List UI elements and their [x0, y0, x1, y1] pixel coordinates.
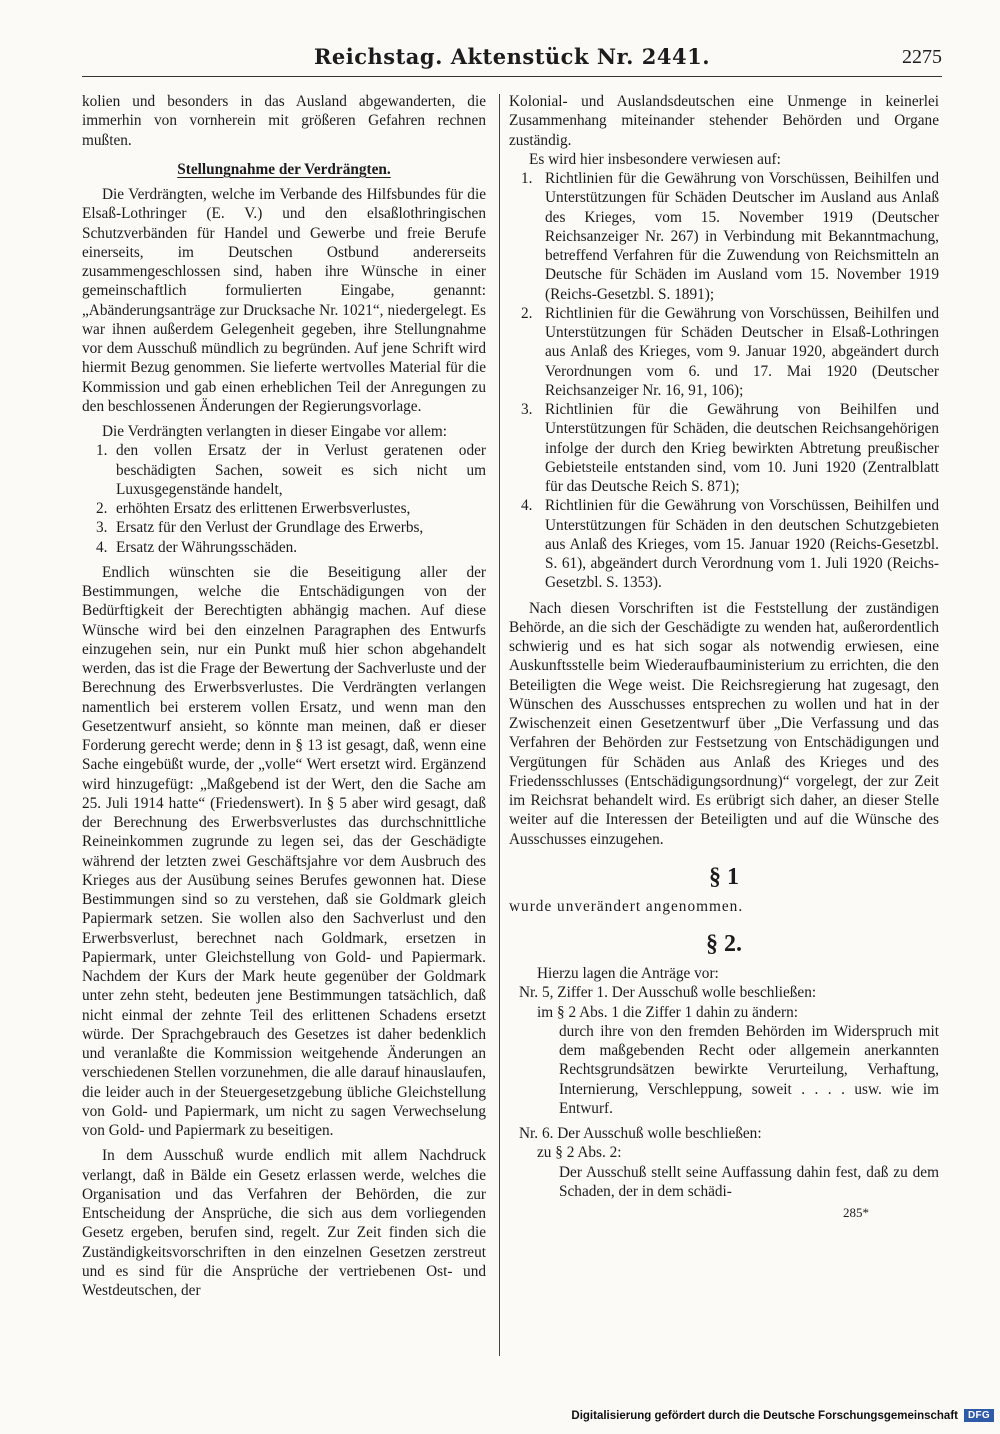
paragraph: kolien und besonders in das Ausland abgewanderten, die immerhin von vornherein mit größeren Gefahren rechnen mußten.: [82, 93, 486, 149]
paragraph: Kolonial- und Auslandsdeutschen eine Unmenge in keinerlei Zusammenhang miteinander stehender Behörden und Organe zuständig.: [509, 93, 939, 149]
motion-5-subheading: im § 2 Abs. 1 die Ziffer 1 dahin zu ändern:: [537, 1003, 798, 1021]
sheet-reference: 285*: [843, 1205, 869, 1220]
list-item: [509, 496, 939, 592]
paragraph: Die Verdrängten, welche im Verbande des Hilfsbundes für die Elsaß-Lothringer (E. V.) und den elsaßlothringischen Schutzverbänden für Handel und Gewerbe und freie Berufe einerseits, im Deutschen Ostbund andererseits zusammengeschlossen sind, haben ihre Wünsche in einer gemeinschaftlich formulierten Eingabe, genannt: „Abänderungsanträge zur Drucksache Nr. 1021“, niedergelegt. Es war ihnen außerdem Gelegenheit gegeben, ihre Stellungnahme vor dem Ausschuß mündlich zu begründen. Auf jene Schrift wird hiermit Bezug genommen. Sie lieferte wertvolles Material für die Kommission und gab einen erheblichen Teil der Anregungen zu den beschlossenen Änderungen der Regierungsvorlage.: [82, 186, 486, 415]
list-item: [82, 441, 486, 499]
list-number: 3.: [521, 401, 533, 418]
page-header: [82, 42, 942, 77]
list-item: [509, 304, 939, 400]
paragraph: In dem Ausschuß wurde endlich mit allem Nachdruck verlangt, daß in Bälde ein Gesetz erlassen werde, welches die Organisation und das Verfahren der Behörden, die zur Entscheidung der Ansprüche, die sich aus dem vorliegenden Gesetz ergeben, berufen sind, regelt. Zur Zeit finden sich die Zuständigkeitsvorschriften in den einzelnen Gesetzen zerstreut und es sind für die Ansprüche der vertriebenen Ost- und Westdeutschen, der: [82, 1147, 486, 1299]
paragraph: Die Verdrängten verlangten in dieser Eingabe vor allem:: [102, 423, 448, 440]
left-column: [82, 92, 486, 1300]
list-item: [509, 169, 939, 304]
list-number: 3.: [96, 519, 108, 537]
right-column: [509, 92, 939, 1222]
list-text: Richtlinien für die Gewährung von Vorschüssen, Beihilfen und Unterstützungen für Schäden Deutscher im Ausland aus Anlaß des Krieges, vom 15. November 1919 (Deutscher Reichsanzeiger Nr. 267) in Verbindung mit Bekanntmachung, betreffend Verfahren für die Zuwendung von Reichsmitteln an Deutsche für Schäden im Ausland vom 15. November 1919 (Reichs-Gesetzbl. S. 1891);: [545, 170, 939, 303]
regulations-list: [509, 169, 939, 593]
motion-5-text: durch ihre von den fremden Behörden im Widerspruch mit dem maßgebenden Recht oder allgemein anerkannten Rechtsgrundsätzen bewirkte Verurteilung, Verhaftung, Internierung, Verschleppung, soweit . . . . usw. wie im Entwurf.: [559, 1022, 939, 1117]
list-text: Richtlinien für die Gewährung von Beihilfen und Unterstützungen für Schäden, die deutschen Reichsangehörigen infolge der durch den Krieg bewirkten Abtretung preußischer Gebietsteile entstanden sind, vom 10. Juni 1920 (Zentralblatt für das Deutsche Reich S. 871);: [545, 401, 939, 495]
demands-list: [82, 441, 486, 557]
section-2-title: § 2.: [706, 931, 742, 957]
section-2-intro: Hierzu lagen die Anträge vor:: [537, 965, 719, 982]
motion-6-subheading: zu § 2 Abs. 2:: [537, 1144, 622, 1162]
section-1-text: wurde unverändert angenommen.: [509, 897, 744, 915]
digitization-credit: [571, 1409, 994, 1422]
page-number: 2275: [902, 46, 942, 68]
column-divider: [499, 94, 500, 1356]
paragraph: Nach diesen Vorschriften ist die Feststellung der zuständigen Behörde, an die sich der Geschädigte zu wenden hat, außerordentlich schwierig und es hat sich sogar als notwendig erwiesen, eine Auskunftsstelle beim Wiederaufbauministerium zu errichten, die den Beteiligten die Wege weist. Die Reichsregierung hat zugesagt, den Wünschen des Ausschusses entsprechen zu wollen und hat in der Zwischenzeit einen Gesetzentwurf über „Die Verfassung und das Verfahren der Behörden zur Festsetzung von Entschädigungen und Vergütungen für Schäden aus Anlaß des Krieges und des Friedensschlusses (Entschädigungsordnung)“ vorgelegt, der zur Zeit im Reichsrat behandelt wird. Es erübrigt sich daher, an dieser Stelle weiter auf die Interessen der Beteiligten und auf die Wünsche des Ausschusses einzugehen.: [509, 599, 939, 848]
list-text: den vollen Ersatz der in Verlust geratenen oder beschädigten Sachen, soweit es sich nicht um Luxusgegenstände handelt,: [116, 442, 486, 498]
motion-6-heading: Nr. 6. Der Ausschuß wolle beschließen:: [519, 1125, 762, 1142]
list-number: 4.: [521, 497, 533, 515]
list-item: [509, 400, 939, 496]
header-title: Reichstag. Aktenstück Nr. 2441.: [313, 44, 711, 69]
list-number: 1.: [96, 442, 108, 460]
list-number: 2.: [521, 304, 533, 322]
paragraph: Endlich wünschten sie die Beseitigung aller der Bestimmungen, welche die Entschädigungen von der Bedürftigkeit der Berechtigten abhängig machen. Auf diese Wünsche wird bei den einzelnen Paragraphen des Entwurfs einzugehen sein, nur ein Punkt muß hier schon abgehandelt werden, das ist die Frage der Bewertung der Sachverluste und der Berechnung des Erwerbsverlustes. Die Verdrängten verlangen namentlich bei ersterem vollen Ersatz, und wenn man den Gesetzentwurf ansieht, so könnte man meinen, daß er dieser Forderung gerecht werde; denn in § 13 ist gesagt, daß, wenn eine Sache eingebüßt wurde, der „volle“ Wert ersetzt wird. Ergänzend wird hinzugefügt: „Maßgebend ist der Wert, den die Sache am 25. Juli 1914 hatte“ (Friedenswert). In § 5 aber wird gesagt, daß der Berechnung des Erwerbsverlustes das durchschnittliche Reineinkommen zugrunde zu legen sei, das der Geschädigte während der letzten zwei Geschäftsjahre vor dem Ausbruch des Krieges aus der Ausübung seines Berufes gewonnen hat. Diese Bestimmungen sind so zu verstehen, daß sie Goldmark gleich Papiermark setzen. Sie wollen also den Sachverlust und den Erwerbsverlust, berechnet nach Goldmark, ersetzen in Papiermark, unter Gleichstellung von Gold- und Papiermark. Nachdem der Kurs der Mark heute gegenüber der Goldmark unter zehn steht, bedeuten jene Bestimmungen tatsächlich, daß nicht einmal der zehnte Teil des erlittenen Schadens ersetzt würde. Der Sprachgebrauch des Gesetzes ist daher bedenklich und veranlaßte die Kommission weitgehende Änderungen an verschiedenen Stellen vorzunehmen, die alle darauf hinauslaufen, die leider auch in der Steuergesetzgebung übliche Gleichstellung von Gold- und Papiermark, um nicht zu sagen Verwechselung von Gold- und Papiermark zu beseitigen.: [82, 563, 486, 1139]
list-number: 2.: [96, 500, 108, 517]
dfg-logo: DFG: [964, 1409, 994, 1422]
list-item: [82, 518, 486, 537]
section-1-title: § 1: [709, 863, 739, 890]
motion-6-text: Der Ausschuß stellt seine Auffassung dahin fest, daß zu dem Schaden, der in dem schädi-: [559, 1163, 939, 1200]
list-item: [82, 499, 486, 518]
credit-text: Digitalisierung gefördert durch die Deutsche Forschungsgemeinschaft: [571, 1409, 958, 1422]
list-number: 4.: [96, 538, 108, 556]
list-text: Richtlinien für die Gewährung von Vorschüssen, Beihilfen und Unterstützungen für Schäden Deutscher in Elsaß-Lothringen aus Anlaß des Krieges, vom 9. Januar 1920, abgeändert durch Verordnungen vom 6. und 17. Mai 1920 (Deutscher Reichsanzeiger Nr. 16, 91, 106);: [545, 304, 939, 399]
list-text: erhöhten Ersatz des erlittenen Erwerbsverlustes,: [116, 500, 411, 517]
section-heading: Stellungnahme der Verdrängten.: [177, 160, 391, 178]
list-text: Ersatz der Währungsschäden.: [116, 538, 298, 556]
list-item: [82, 538, 486, 557]
list-text: Ersatz für den Verlust der Grundlage des Erwerbs,: [116, 519, 424, 537]
list-number: 1.: [521, 170, 533, 187]
list-text: Richtlinien für die Gewährung von Vorschüssen, Beihilfen und Unterstützungen für Schäden in den deutschen Schutzgebieten aus Anlaß des Krieges, vom 15. Januar 1920 (Reichs-Gesetzbl. S. 61), abgeändert durch Verordnung vom 1. Juli 1920 (Reichs-Gesetzbl. S. 1353).: [545, 497, 939, 592]
paragraph: Es wird hier insbesondere verwiesen auf:: [529, 150, 781, 168]
motion-5-heading: Nr. 5, Ziffer 1. Der Ausschuß wolle beschließen:: [519, 984, 817, 1002]
